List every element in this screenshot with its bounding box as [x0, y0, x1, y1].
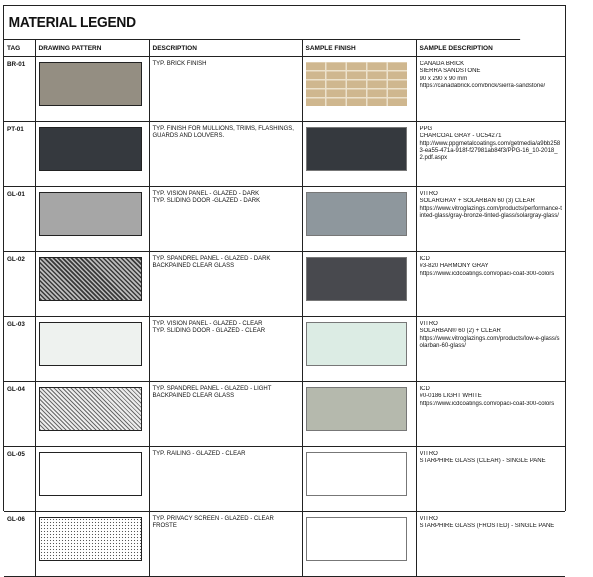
- sample-line: VITRO: [419, 451, 438, 457]
- tag-cell: BR-01: [4, 57, 35, 122]
- description-line: TYP. SLIDING DOOR - GLAZED - CLEAR: [152, 328, 266, 335]
- material-legend: [3, 5, 566, 530]
- tag-cell: GL-03: [4, 317, 35, 382]
- legend-title: MATERIAL LEGEND: [4, 6, 520, 40]
- description-line: TYP. SPANDREL PANEL - GLAZED - DARK BACKPAINED CLEAR GLASS: [152, 256, 271, 270]
- table-row: [4, 57, 565, 122]
- light-white-sample: [306, 387, 407, 431]
- brick-stipple-pattern: [39, 62, 142, 106]
- brick-sample: [306, 62, 407, 106]
- table-row: [4, 447, 565, 512]
- sample-line: VITRO: [419, 191, 438, 197]
- description-line: TYP. PRIVACY SCREEN - GLAZED - CLEAR FROSTE: [152, 516, 274, 530]
- sample-line: VITRO: [419, 321, 438, 327]
- sample-description-cell: [416, 317, 565, 382]
- tag-cell: GL-04: [4, 382, 35, 447]
- sample-line: STARPHIRE GLASS (CLEAR) - SINGLE PANE: [419, 458, 546, 465]
- description-cell: [149, 252, 302, 317]
- table-row: [4, 382, 565, 447]
- solid-dark-pattern: [39, 127, 142, 171]
- sample-description-cell: [416, 382, 565, 447]
- table-row: [4, 317, 565, 382]
- description-cell: [149, 187, 302, 252]
- tag-cell: PT-01: [4, 122, 35, 187]
- description-cell: [149, 122, 302, 187]
- solarban-clear-sample: [306, 322, 407, 366]
- column-header-drawing-pattern: DRAWING PATTERN: [35, 40, 149, 57]
- tag-cell: GL-01: [4, 187, 35, 252]
- sample-link[interactable]: https://www.icdcoatings.com/opaci-coat-300-colors: [419, 400, 555, 407]
- legend-table: [4, 40, 565, 577]
- table-row: [4, 122, 565, 187]
- description-cell: [149, 57, 302, 122]
- description-line: TYP. VISION PANEL - GLAZED - DARK: [152, 191, 260, 197]
- white-pattern: [39, 452, 142, 496]
- column-header-sample-finish: SAMPLE FINISH: [302, 40, 416, 57]
- sample-description-cell: [416, 187, 565, 252]
- sample-line: #3-820 HARMONY GRAY: [419, 263, 489, 270]
- sample-link[interactable]: https://www.vitroglazings.com/products/low-e-glass/solarban-60-glass/: [419, 335, 560, 349]
- table-row: [4, 252, 565, 317]
- sample-line: STARPHIRE GLASS (FROSTED) - SINGLE PANE: [419, 523, 555, 530]
- solid-grey-pattern: [39, 192, 142, 236]
- sample-line: ICD: [419, 256, 430, 262]
- tag-cell: GL-06: [4, 512, 35, 577]
- table-row: [4, 512, 565, 577]
- sample-line: #0-0186 LIGHT WHITE: [419, 393, 482, 400]
- harmony-gray-sample: [306, 257, 407, 301]
- starphire-clear-sample: [306, 452, 407, 496]
- sample-line: SOLARGRAY + SOLARBAN 60 (3) CLEAR: [419, 198, 535, 205]
- description-cell: [149, 317, 302, 382]
- sample-line: SIERRA SANDSTONE: [419, 68, 481, 75]
- sample-description-cell: [416, 252, 565, 317]
- tag-cell: GL-05: [4, 447, 35, 512]
- sample-description-cell: [416, 122, 565, 187]
- description-line: TYP. RAILING - GLAZED - CLEAR: [152, 451, 246, 457]
- dotted-pattern: [39, 517, 142, 561]
- sample-line: PPG: [419, 126, 433, 132]
- description-line: TYP. SPANDREL PANEL - GLAZED - LIGHT BACKPAINED CLEAR GLASS: [152, 386, 272, 400]
- column-header-sample-description: SAMPLE DESCRIPTION: [416, 40, 565, 57]
- dark-hatch-pattern: [39, 257, 142, 301]
- sample-link[interactable]: https://www.vitroglazings.com/products/performance-tinted-glass/gray-bronze-tinted-glass/solargray-glass/: [419, 205, 562, 219]
- description-line: TYP. BRICK FINISH: [152, 61, 207, 67]
- sample-line: SOLARBAN® 60 (2) + CLEAR: [419, 328, 501, 335]
- sample-description-cell: [416, 512, 565, 577]
- column-header-description: DESCRIPTION: [149, 40, 302, 57]
- sample-link[interactable]: https://canadabrick.com/brick/sierra-sandstone/: [419, 82, 546, 89]
- sample-link[interactable]: http://www.ppgmetalcoatings.com/getmedia/a9bb2583-ea55-471a-918f-f27981ab84f3/PPG-16_10-2018_2.pdf.aspx: [419, 140, 561, 162]
- sample-line: CANADA BRICK: [419, 61, 465, 67]
- description-cell: [149, 447, 302, 512]
- charcoal-gray-sample: [306, 127, 407, 171]
- starphire-frosted-sample: [306, 517, 407, 561]
- description-line: TYP. SLIDING DOOR -GLAZED - DARK: [152, 198, 261, 205]
- sample-description-cell: [416, 57, 565, 122]
- solargray-sample: [306, 192, 407, 236]
- light-hatch-pattern: [39, 387, 142, 431]
- description-line: TYP. VISION PANEL - GLAZED - CLEAR: [152, 321, 263, 327]
- description-cell: [149, 382, 302, 447]
- sample-line: 90 x 290 x 90 mm: [419, 75, 468, 82]
- sample-line: ICD: [419, 386, 430, 392]
- sample-description-cell: [416, 447, 565, 512]
- description-line: TYP. FINISH FOR MULLIONS, TRIMS, FLASHINGS, GUARDS AND LOUVERS.: [152, 126, 294, 140]
- description-cell: [149, 512, 302, 577]
- light-solid-pattern: [39, 322, 142, 366]
- tag-cell: GL-02: [4, 252, 35, 317]
- sample-line: CHARCOAL GRAY - UC54271: [419, 133, 502, 140]
- column-header-tag: TAG: [4, 40, 35, 57]
- sample-link[interactable]: https://www.icdcoatings.com/opaci-coat-300-colors: [419, 270, 555, 277]
- sample-line: VITRO: [419, 516, 438, 522]
- header-row: [4, 40, 565, 57]
- table-row: [4, 187, 565, 252]
